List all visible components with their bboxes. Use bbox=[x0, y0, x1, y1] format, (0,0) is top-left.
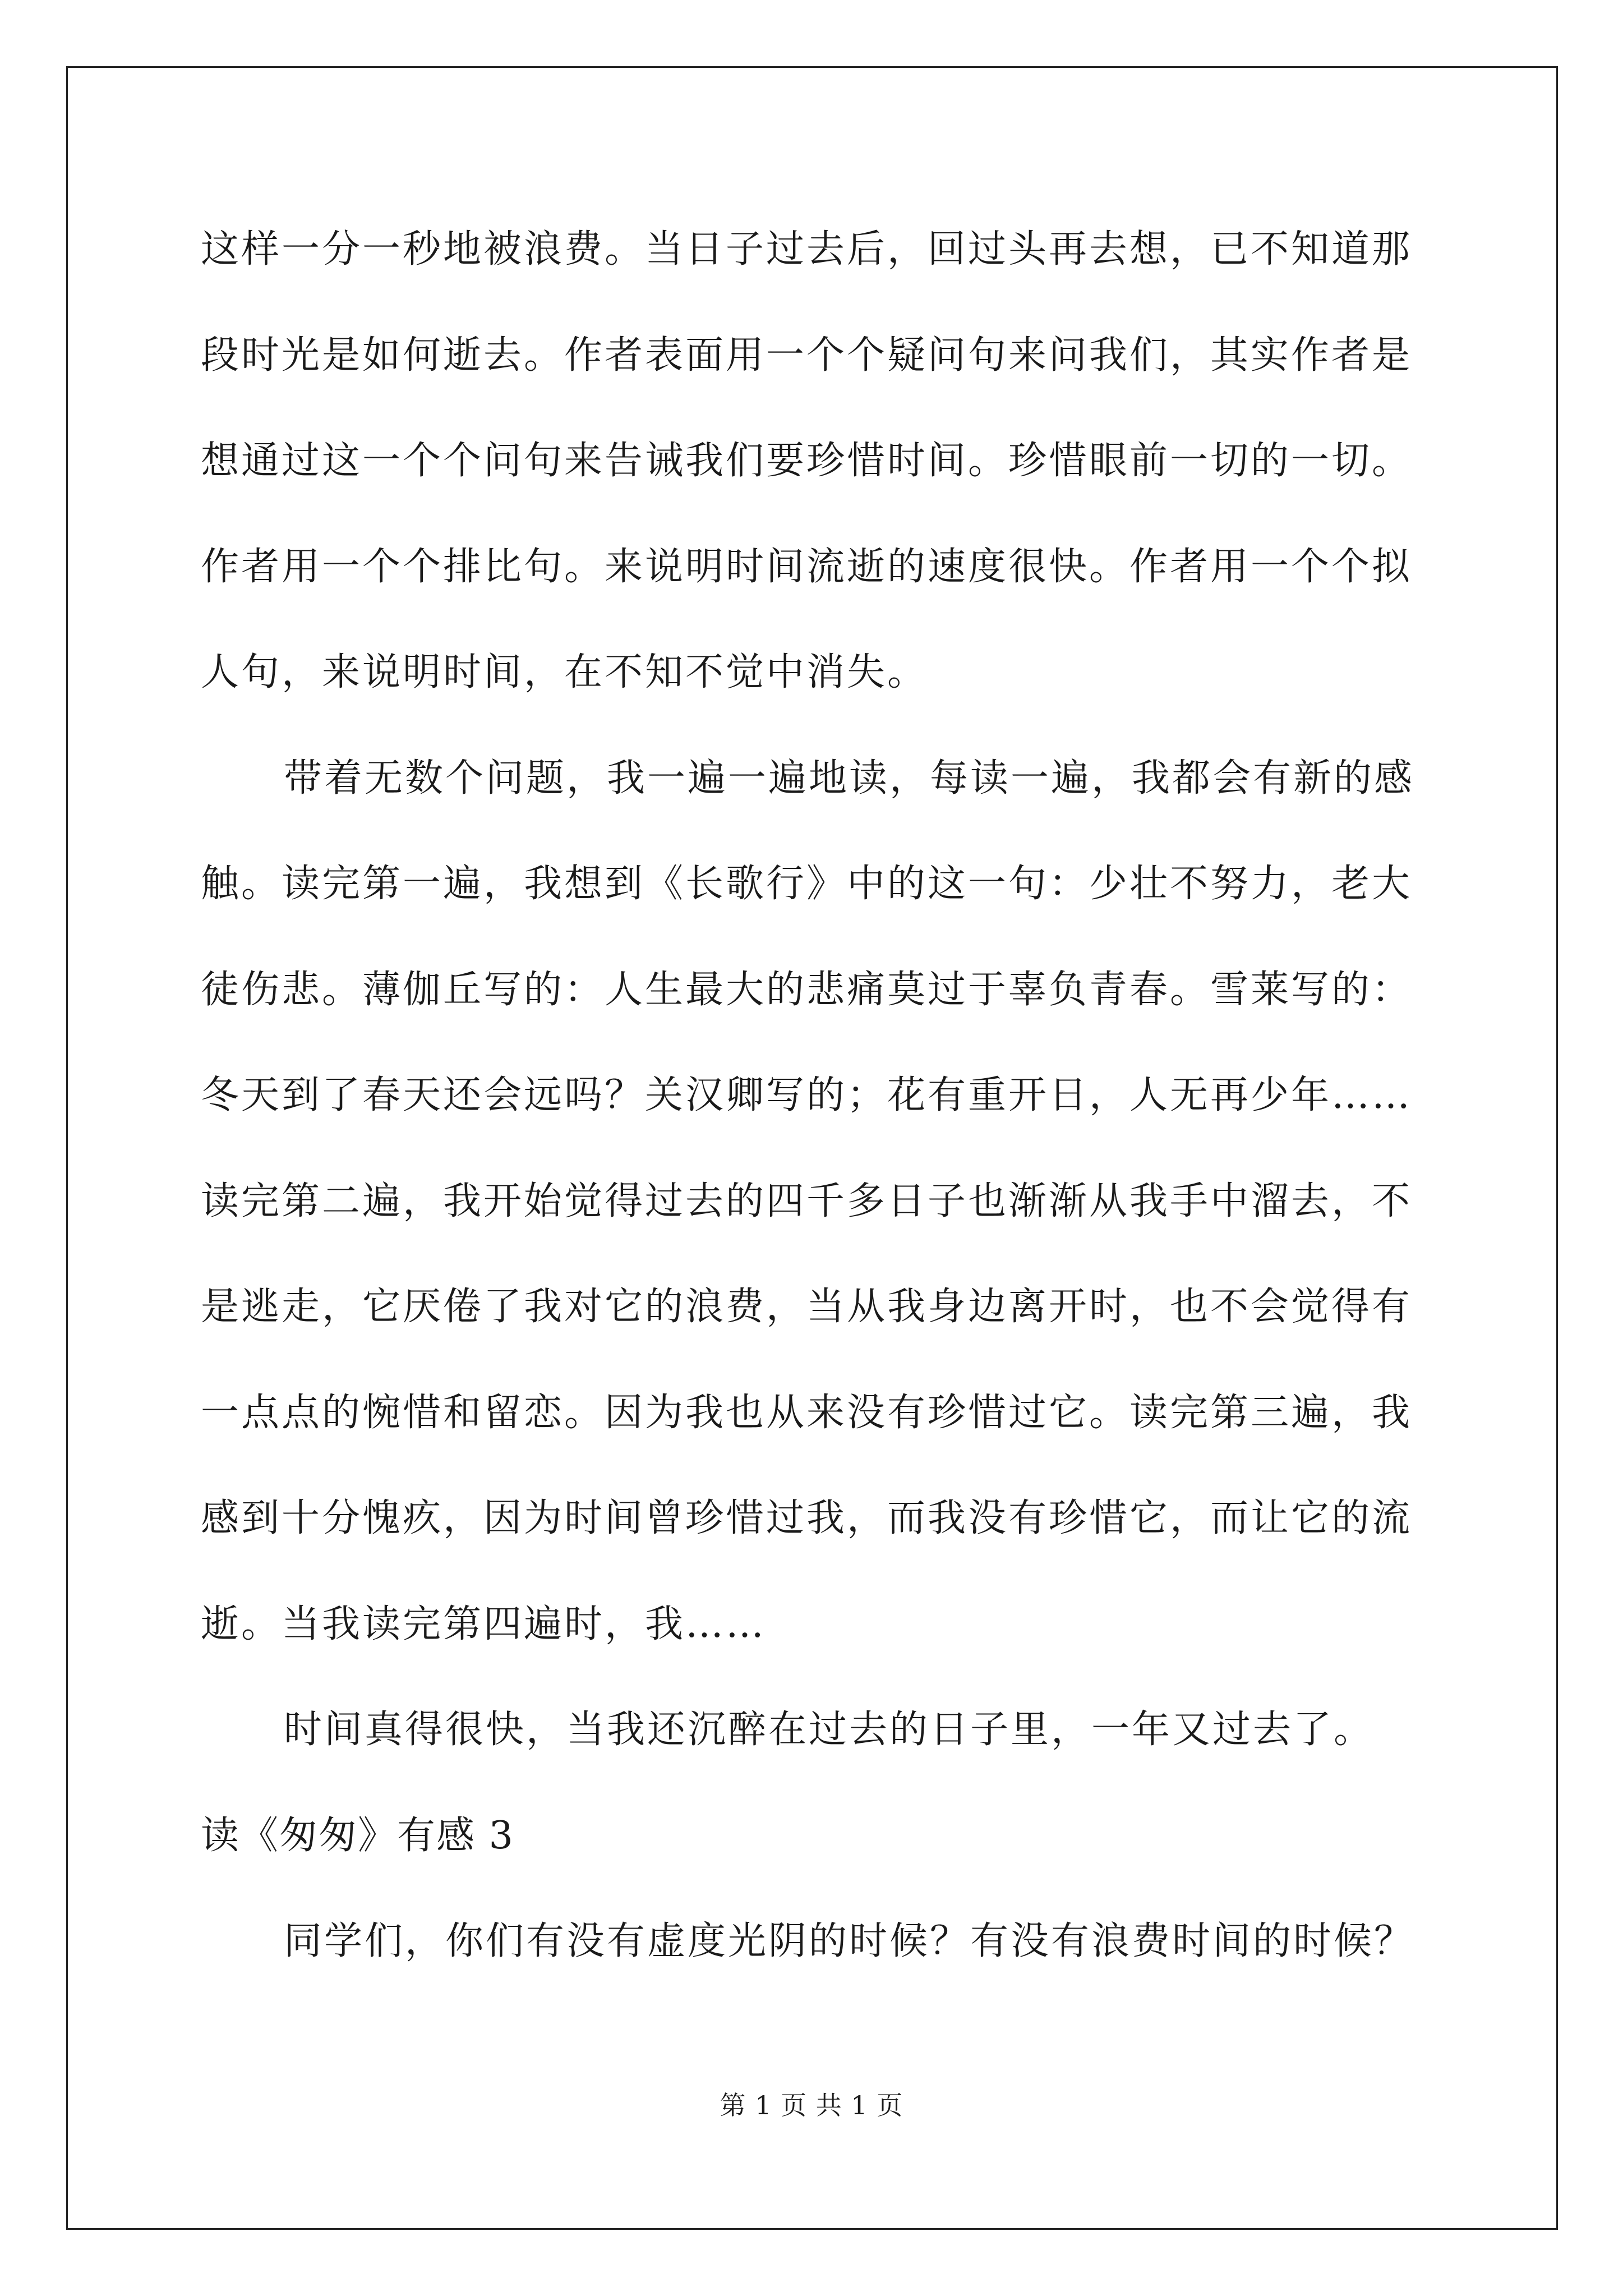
body-line: 作者用一个个排比句。来说明时间流逝的速度很快。作者用一个个拟 bbox=[201, 544, 1413, 589]
body-line: 是逃走，它厌倦了我对它的浪费，当从我身边离开时，也不会觉得有 bbox=[201, 1285, 1413, 1329]
section-heading: 读《匆匆》有感 3 bbox=[201, 1813, 514, 1858]
body-line: 读完第二遍，我开始觉得过去的四千多日子也渐渐从我手中溜去，不 bbox=[201, 1179, 1413, 1223]
body-line: 触。读完第一遍，我想到《长歌行》中的这一句：少壮不努力，老大 bbox=[201, 862, 1413, 906]
paragraph-start-line: 带着无数个问题，我一遍一遍地读，每读一遍，我都会有新的感 bbox=[284, 756, 1415, 800]
body-line: 逝。当我读完第四遍时，我…… bbox=[201, 1602, 767, 1646]
body-line: 段时光是如何逝去。作者表面用一个个疑问句来问我们，其实作者是 bbox=[201, 333, 1413, 378]
paragraph-start-line: 时间真得很快，当我还沉醉在过去的日子里，一年又过去了。 bbox=[284, 1708, 1375, 1752]
paragraph-start-line: 同学们，你们有没有虚度光阴的时候？有没有浪费时间的时候？ bbox=[284, 1919, 1415, 1963]
page-number: 第 1 页 共 1 页 bbox=[720, 2090, 903, 2120]
body-line: 想通过这一个个问句来告诫我们要珍惜时间。珍惜眼前一切的一切。 bbox=[201, 439, 1413, 483]
body-line: 冬天到了春天还会远吗？关汉卿写的；花有重开日，人无再少年…… bbox=[201, 1073, 1413, 1117]
body-line: 这样一分一秒地被浪费。当日子过去后，回过头再去想，已不知道那 bbox=[201, 227, 1413, 272]
document-body bbox=[201, 208, 1432, 2005]
body-line: 徒伤悲。薄伽丘写的：人生最大的悲痛莫过于辜负青春。雪莱写的： bbox=[201, 967, 1413, 1012]
body-line: 人句，来说明时间，在不知不觉中消失。 bbox=[201, 650, 928, 694]
body-line: 一点点的惋惜和留恋。因为我也从来没有珍惜过它。读完第三遍，我 bbox=[201, 1390, 1413, 1435]
body-line: 感到十分愧疚，因为时间曾珍惜过我，而我没有珍惜它，而让它的流 bbox=[201, 1496, 1413, 1540]
